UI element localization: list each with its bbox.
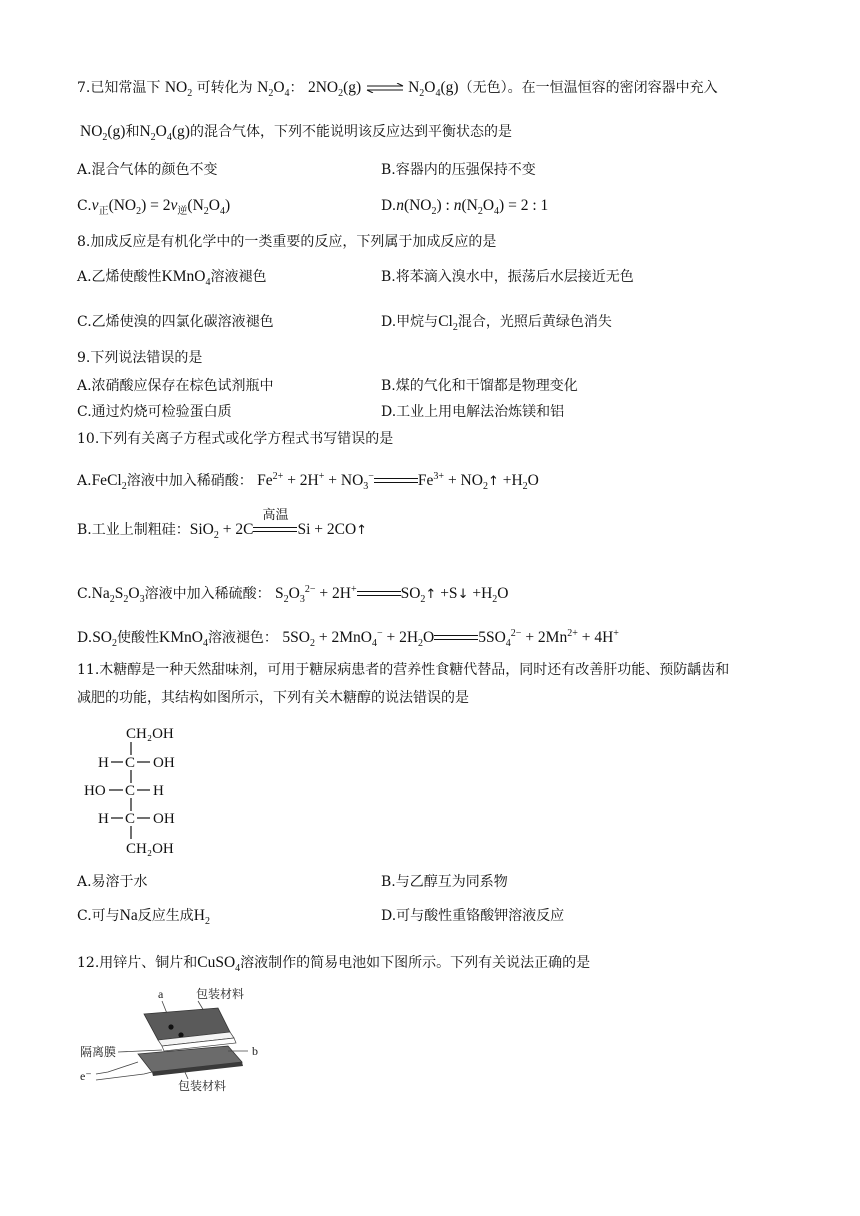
q8-option-c[interactable]: C.乙烯使溴的四氯化碳溶液褪色 [77, 314, 274, 330]
svg-text:C: C [125, 783, 136, 799]
svg-text:包装材料: 包装材料 [196, 987, 245, 1001]
q7-stem-line1: 7.已知常温下 $NO_2$ 可转化为 $N_2O_4$： $2NO_2(g)$ $N_2O_4(g)$（无色）。在一恒温恒容的密闭容器中充入 [77, 79, 718, 100]
svg-text:e⁻: e⁻ [80, 1069, 92, 1083]
svg-text:包装材料: 包装材料 [178, 1079, 227, 1093]
q8-option-a[interactable]: A.乙烯使酸性KMnO$_4$溶液褪色 [77, 268, 267, 289]
battery-diagram [78, 984, 278, 1094]
q7-option-c[interactable]: $C.v_正(NO_2) = 2v_逆(N_2O_4)$ [77, 197, 231, 218]
svg-text:H: H [153, 783, 164, 799]
svg-text:b: b [252, 1044, 258, 1058]
q9-option-d[interactable]: D.工业上用电解法治炼镁和铝 [381, 404, 565, 420]
struct-bottom: CH₂OH [126, 841, 174, 857]
struct-top: CH₂OH [126, 726, 174, 742]
q8-stem: 8.加成反应是有机化学中的一类重要的反应，下列属于加成反应的是 [77, 234, 497, 250]
q9-option-c[interactable]: C.通过灼烧可检验蛋白质 [77, 404, 232, 420]
svg-text:a: a [158, 987, 164, 1001]
q11-stem-line1: 11.木糖醇是一种天然甜味剂，可用于糖尿病患者的营养性食糖代替品，同时还有改善肝功能、预防龋齿和 [77, 662, 730, 678]
q11-option-b[interactable]: B.与乙醇互为同系物 [381, 874, 508, 890]
q8-option-b[interactable]: B.将苯滴入溴水中，振荡后水层接近无色 [381, 269, 634, 285]
reaction-condition-label: 高温 [262, 508, 289, 523]
svg-text:C: C [125, 811, 136, 827]
q7-stem-line2: $NO_2(g)$和$N_2O_4(g)$的混合气体，下列不能说明该反应达到平衡状态的是 [80, 123, 512, 144]
equilibrium-arrow-icon [366, 83, 404, 93]
svg-text:OH: OH [153, 811, 175, 827]
svg-text:HO: HO [84, 783, 106, 799]
q7-option-d[interactable]: $D.n(NO_2)$ : $n(N_2O_4) = 2$ : 1 [381, 197, 549, 218]
q10-option-a[interactable]: A.FeCl$_2$溶液中加入稀硝酸： $Fe^{2+} + 2H^+ + NO_3^-$ $Fe^{3+}$ + $NO_2↑ +H_2O$ [77, 470, 539, 493]
xylitol-structure-diagram [84, 722, 204, 862]
q10-stem: 10.下列有关离子方程式或化学方程式书写错误的是 [77, 431, 394, 447]
svg-text:H: H [98, 755, 109, 771]
q9-option-a[interactable]: A.浓硝酸应保存在棕色试剂瓶中 [77, 378, 274, 394]
svg-text:H: H [98, 811, 109, 827]
q11-option-c[interactable]: C.可与Na反应生成$H_2$ [77, 907, 210, 928]
svg-text:隔离膜: 隔离膜 [80, 1045, 117, 1059]
q11-option-a[interactable]: A.易溶于水 [77, 874, 148, 890]
q12-stem: 12.用锌片、铜片和CuSO$_4$溶液制作的简易电池如下图所示。下列有关说法正确的是 [77, 954, 591, 975]
q10-option-c[interactable]: $C.Na_2S_2O_3$溶液中加入稀硫酸： $S_2O_3^{2-} + 2H^+$ $SO_2↑$ +S↓ $+H_2O$ [77, 583, 509, 606]
q11-stem-line2: 减肥的功能，其结构如图所示，下列有关木糖醇的说法错误的是 [77, 690, 469, 706]
svg-text:C: C [125, 755, 136, 771]
q9-option-b[interactable]: B.煤的气化和干馏都是物理变化 [381, 378, 578, 394]
q11-option-d[interactable]: D.可与酸性重铬酸钾溶液反应 [381, 908, 565, 924]
svg-text:OH: OH [153, 755, 175, 771]
q7-option-b[interactable]: B.容器内的压强保持不变 [381, 162, 536, 178]
q7-option-a[interactable]: A.混合气体的颜色不变 [77, 162, 218, 178]
q9-stem: 9.下列说法错误的是 [77, 350, 203, 366]
q8-option-d[interactable]: D.甲烷与$Cl_2$混合，光照后黄绿色消失 [381, 313, 612, 334]
q10-option-d[interactable]: $D.SO_2$使酸性KMnO$_4$溶液褪色： $5SO_2 + 2MnO_4^- + 2H_2O$ $5SO_4^{2-} + 2Mn^{2+} + 4H^+$ [77, 627, 619, 650]
q10-option-b[interactable]: B.工业上制粗硅：SiO$_2$ + 2C 高温 Si + 2CO↑ [77, 508, 368, 542]
